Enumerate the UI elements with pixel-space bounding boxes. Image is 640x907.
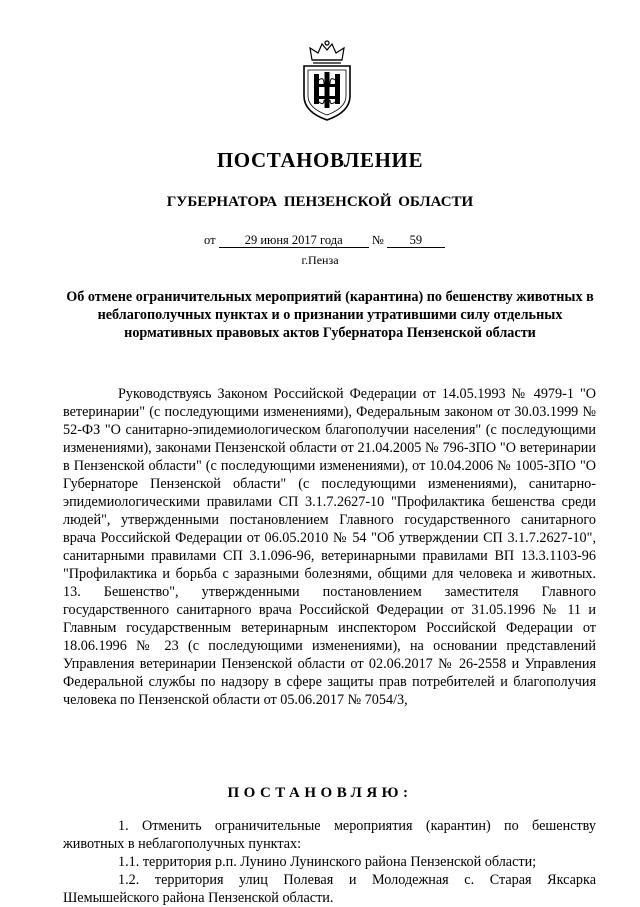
document-title: ПОСТАНОВЛЕНИЕ — [216, 148, 424, 172]
resolve-heading: ПОСТАНОВЛЯЮ: — [227, 785, 413, 801]
date-prefix: от — [204, 233, 216, 247]
preamble-paragraph: Руководствуясь Законом Российской Федерации от 14.05.1993 № 4979-1 "О ветеринарии" (с последующими изменениями), Федеральным законом от 30.03.1999 № 52-ФЗ "О санитарно-эпидемиологическом благополучии населения" (с последующими изменениями), законами Пензенской области от 21.04.2005 № 796-ЗПО "О ветеринарии в Пензенской области" (с последующими изменениями), от 10.04.2006 № 1005-ЗПО "О Губернаторе Пензенской области" (с последующими изменениями), санитарно-эпидемиологическими правилами СП 3.1.7.2627-10 "Профилактика бешенства среди людей", утвержденными постановлением Главного государственного санитарного врача Российской Федерации от 06.05.2010 № 54 "Об утверждении СП 3.1.7.2627-10", санитарными правилами СП 3.1.096-96, ветеринарными правилами ВП 13.3.1103-96 "Профилактика и борьба с заразными болезнями, общими для человека и животных. 13. Бешенство", утвержденными постановлением заместителя Главного государственного санитарного врача Российской Федерации от 31.05.1996 № 11 и Главным государственным ветеринарным инспектором Российской Федерации от 18.06.1996 № 23 (с последующими изменениями), на основании представлений Управления ветеринарии Пензенской области от 02.06.2017 № 26-2558 и Управления Федеральной службы по надзору в сфере защиты прав потребителей и благополучия человека по Пензенской области от 05.06.2017 № 7054/3, — [63, 386, 596, 708]
document-city: г.Пенза — [301, 253, 339, 267]
item-1-1: 1.1. территория р.п. Лунино Лунинского района Пензенской области; — [118, 854, 537, 870]
item-1-2: 1.2. территория улиц Полевая и Молодежная с. Старая Яксарка Шемышейского района Пензенской области. — [63, 872, 596, 906]
document-number: 59 — [387, 233, 445, 248]
date-number-line — [204, 233, 445, 248]
document-subtitle: ГУБЕРНАТОРА ПЕНЗЕНСКОЙ ОБЛАСТИ — [166, 194, 474, 210]
document-heading: Об отмене ограничительных мероприятий (карантина) по бешенству животных в неблагополучных пунктах и о признании утратившими силу отдельных нормативных правовых актов Губернатора Пензенской области — [66, 289, 594, 341]
item-1: 1. Отменить ограничительные мероприятия (карантин) по бешенству животных в неблагополучных пунктах: — [63, 818, 596, 852]
number-prefix: № — [371, 233, 384, 247]
coat-of-arms-emblem — [296, 40, 358, 122]
document-date: 29 июня 2017 года — [219, 233, 369, 248]
